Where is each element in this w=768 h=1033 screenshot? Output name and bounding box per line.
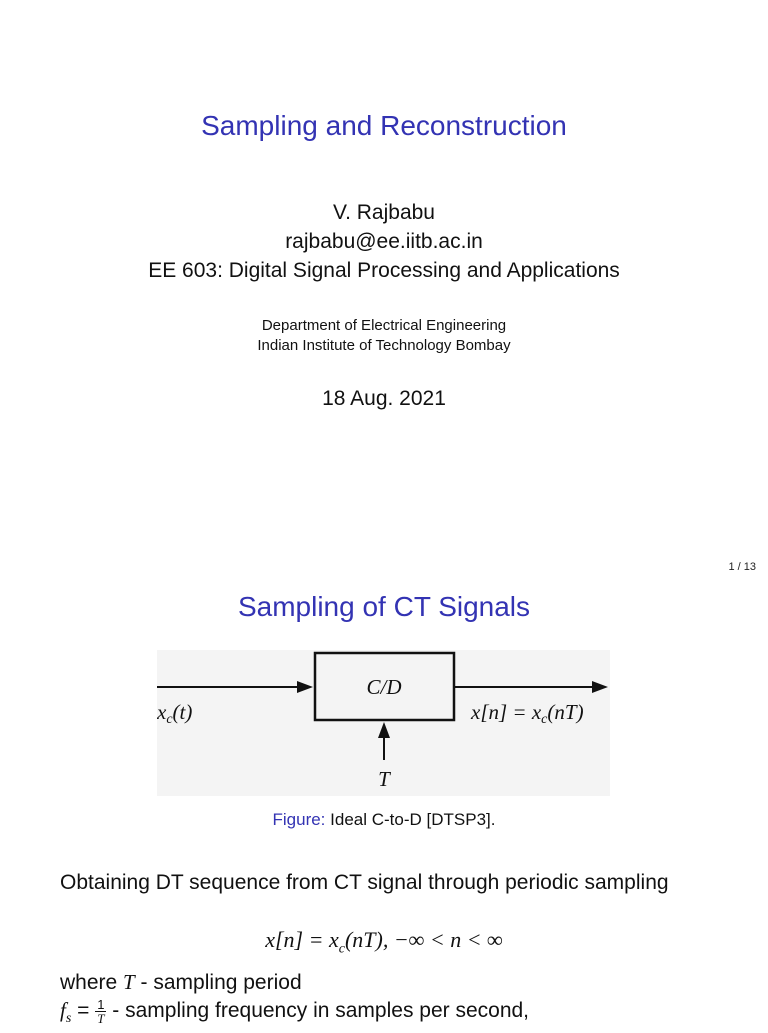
where-line: where T - sampling period <box>60 970 302 994</box>
institute-name: Indian Institute of Technology Bombay <box>257 337 511 354</box>
cd-block-diagram <box>157 650 610 796</box>
output-signal-label: x[n] = xc(nT) <box>471 700 584 727</box>
block-label: C/D <box>366 675 402 699</box>
author-email: rajbabu@ee.iitb.ac.in <box>285 230 483 253</box>
slide-title: Sampling of CT Signals <box>237 591 531 622</box>
presentation-date: 18 Aug. 2021 <box>322 387 446 410</box>
fs-fraction: $\frac{1}{T}$ <box>97 996 105 1026</box>
figure-caption <box>0 810 768 830</box>
body-paragraph: Obtaining DT sequence from CT signal through periodic sampling <box>60 871 669 894</box>
page-number: 1 / 13 <box>728 561 756 573</box>
caption-label: Figure: <box>272 810 326 829</box>
author-name: V. Rajbabu <box>333 201 435 224</box>
content-slide <box>0 578 768 1027</box>
fs-line: $f_s$ = $\frac{1}{T}$ - sampling frequency in samples per second, <box>60 996 530 1027</box>
course-name: EE 603: Digital Signal Processing and Applications <box>148 259 620 282</box>
input-signal-label: xc(t) <box>157 700 193 727</box>
presentation-title: Sampling and Reconstruction <box>201 110 567 141</box>
period-label: T <box>378 767 390 791</box>
caption-text: Ideal C-to-D [DTSP3]. <box>330 810 496 829</box>
sampling-equation: $x[n] = x_c(nT)$, −∞ < n < ∞ <box>265 927 503 957</box>
department-name: Department of Electrical Engineering <box>261 317 507 334</box>
